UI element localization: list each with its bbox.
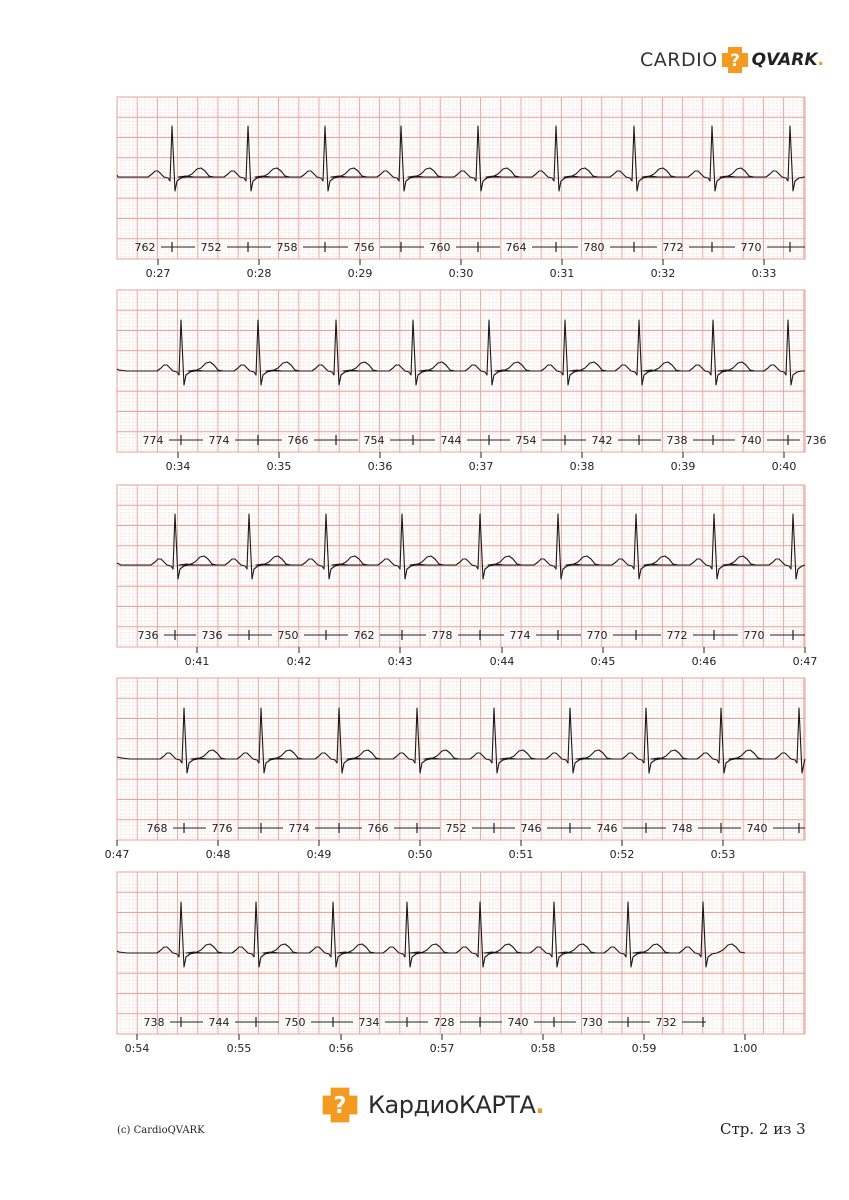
rr-interval-row bbox=[138, 629, 806, 642]
rr-interval-label: 758 bbox=[276, 241, 298, 254]
rr-interval-label: 774 bbox=[509, 629, 531, 642]
time-tick-label: 0:31 bbox=[549, 267, 575, 280]
rr-interval-label: 762 bbox=[134, 241, 156, 254]
ecg-strip-3 bbox=[117, 485, 817, 668]
time-tick-label: 0:30 bbox=[448, 267, 474, 280]
time-tick-label: 0:56 bbox=[328, 1042, 354, 1055]
rr-interval-label: 738 bbox=[666, 434, 688, 447]
svg-text:?: ? bbox=[729, 51, 740, 71]
rr-interval-label: 744 bbox=[440, 434, 462, 447]
time-tick-label: 0:50 bbox=[407, 848, 433, 861]
rr-interval-label: 766 bbox=[367, 822, 389, 835]
rr-interval-row bbox=[147, 822, 806, 835]
rr-interval-label: 776 bbox=[211, 822, 233, 835]
page-number: Стр. 2 из 3 bbox=[720, 1120, 806, 1138]
brand-name: КардиоКАРТА bbox=[368, 1091, 536, 1119]
time-tick-label: 0:37 bbox=[468, 460, 494, 473]
rr-interval-label: 770 bbox=[740, 241, 762, 254]
logo-dot: . bbox=[817, 50, 824, 70]
ecg-strip-4 bbox=[105, 678, 805, 861]
time-tick-label: 0:29 bbox=[347, 267, 373, 280]
time-tick-label: 0:46 bbox=[691, 655, 717, 668]
rr-interval-label: 778 bbox=[431, 629, 453, 642]
svg-text:?: ? bbox=[333, 1093, 347, 1119]
time-tick-label: 0:59 bbox=[631, 1042, 657, 1055]
rr-interval-label: 772 bbox=[666, 629, 688, 642]
rr-interval-label: 774 bbox=[142, 434, 164, 447]
rr-interval-label: 738 bbox=[143, 1016, 165, 1029]
rr-interval-label: 770 bbox=[743, 629, 765, 642]
time-axis bbox=[185, 647, 818, 668]
rr-interval-label: 742 bbox=[591, 434, 613, 447]
time-tick-label: 0:38 bbox=[569, 460, 595, 473]
rr-interval-label: 756 bbox=[353, 241, 375, 254]
kardiokarta-question-icon bbox=[320, 1085, 360, 1125]
time-tick-label: 0:40 bbox=[771, 460, 797, 473]
time-tick-label: 0:53 bbox=[710, 848, 736, 861]
rr-interval-label: 780 bbox=[583, 241, 605, 254]
time-tick-label: 0:55 bbox=[226, 1042, 252, 1055]
brand-dot: . bbox=[535, 1091, 545, 1119]
time-tick-label: 0:49 bbox=[306, 848, 332, 861]
rr-interval-label: 736 bbox=[137, 629, 159, 642]
rr-interval-label: 730 bbox=[581, 1016, 603, 1029]
time-tick-label: 0:28 bbox=[246, 267, 272, 280]
time-tick-label: 0:48 bbox=[205, 848, 231, 861]
rr-interval-label: 774 bbox=[288, 822, 310, 835]
time-tick-label: 0:42 bbox=[286, 655, 312, 668]
ecg-trace bbox=[117, 902, 745, 967]
time-tick-label: 0:51 bbox=[508, 848, 534, 861]
time-tick-label: 0:33 bbox=[751, 267, 777, 280]
rr-interval-label: 734 bbox=[358, 1016, 380, 1029]
rr-interval-label: 768 bbox=[146, 822, 168, 835]
time-axis bbox=[125, 1034, 758, 1055]
time-tick-label: 0:54 bbox=[124, 1042, 150, 1055]
rr-interval-label: 732 bbox=[655, 1016, 677, 1029]
rr-interval-label: 740 bbox=[507, 1016, 529, 1029]
time-axis bbox=[105, 840, 736, 861]
copyright-text: (c) CardioQVARK bbox=[117, 1125, 205, 1136]
ecg-strip-2 bbox=[117, 290, 827, 473]
rr-interval-label: 728 bbox=[433, 1016, 455, 1029]
rr-interval-label: 736 bbox=[805, 434, 827, 447]
rr-interval-label: 764 bbox=[505, 241, 527, 254]
rr-interval-label: 774 bbox=[208, 434, 230, 447]
rr-interval-label: 752 bbox=[445, 822, 467, 835]
logo-cardio-text: CARDIO bbox=[640, 49, 718, 71]
time-tick-label: 0:34 bbox=[165, 460, 191, 473]
rr-interval-row bbox=[143, 434, 827, 447]
rr-interval-label: 772 bbox=[662, 241, 684, 254]
ecg-strip-5 bbox=[117, 872, 805, 1055]
rr-interval-label: 748 bbox=[671, 822, 693, 835]
rr-interval-row bbox=[135, 241, 806, 254]
rr-interval-label: 744 bbox=[208, 1016, 230, 1029]
rr-interval-label: 740 bbox=[746, 822, 768, 835]
rr-interval-label: 770 bbox=[586, 629, 608, 642]
rr-interval-label: 746 bbox=[596, 822, 618, 835]
time-tick-label: 0:32 bbox=[650, 267, 676, 280]
rr-interval-label: 754 bbox=[515, 434, 537, 447]
rr-interval-label: 752 bbox=[200, 241, 222, 254]
time-tick-label: 0:36 bbox=[367, 460, 393, 473]
time-tick-label: 0:52 bbox=[609, 848, 635, 861]
rr-interval-label: 754 bbox=[363, 434, 385, 447]
time-tick-label: 0:47 bbox=[104, 848, 130, 861]
time-tick-label: 0:45 bbox=[590, 655, 616, 668]
rr-interval-label: 736 bbox=[201, 629, 223, 642]
rr-interval-label: 762 bbox=[353, 629, 375, 642]
time-tick-label: 0:43 bbox=[387, 655, 413, 668]
time-tick-label: 0:41 bbox=[184, 655, 210, 668]
kardiokarta-logo bbox=[320, 1083, 545, 1127]
time-axis bbox=[166, 452, 797, 473]
time-tick-label: 0:57 bbox=[429, 1042, 455, 1055]
rr-interval-label: 760 bbox=[429, 241, 451, 254]
time-axis bbox=[146, 259, 777, 280]
time-tick-label: 0:58 bbox=[530, 1042, 556, 1055]
rr-interval-label: 740 bbox=[740, 434, 762, 447]
logo-qvark-text: QVARK bbox=[751, 50, 818, 70]
time-tick-label: 1:00 bbox=[732, 1042, 758, 1055]
time-tick-label: 0:35 bbox=[266, 460, 292, 473]
time-tick-label: 0:44 bbox=[489, 655, 515, 668]
time-tick-label: 0:39 bbox=[670, 460, 696, 473]
rr-interval-label: 750 bbox=[277, 629, 299, 642]
ecg-strip-1 bbox=[117, 97, 805, 280]
rr-interval-label: 750 bbox=[284, 1016, 306, 1029]
time-tick-label: 0:47 bbox=[792, 655, 818, 668]
rr-interval-label: 766 bbox=[287, 434, 309, 447]
time-tick-label: 0:27 bbox=[145, 267, 171, 280]
rr-interval-label: 746 bbox=[520, 822, 542, 835]
